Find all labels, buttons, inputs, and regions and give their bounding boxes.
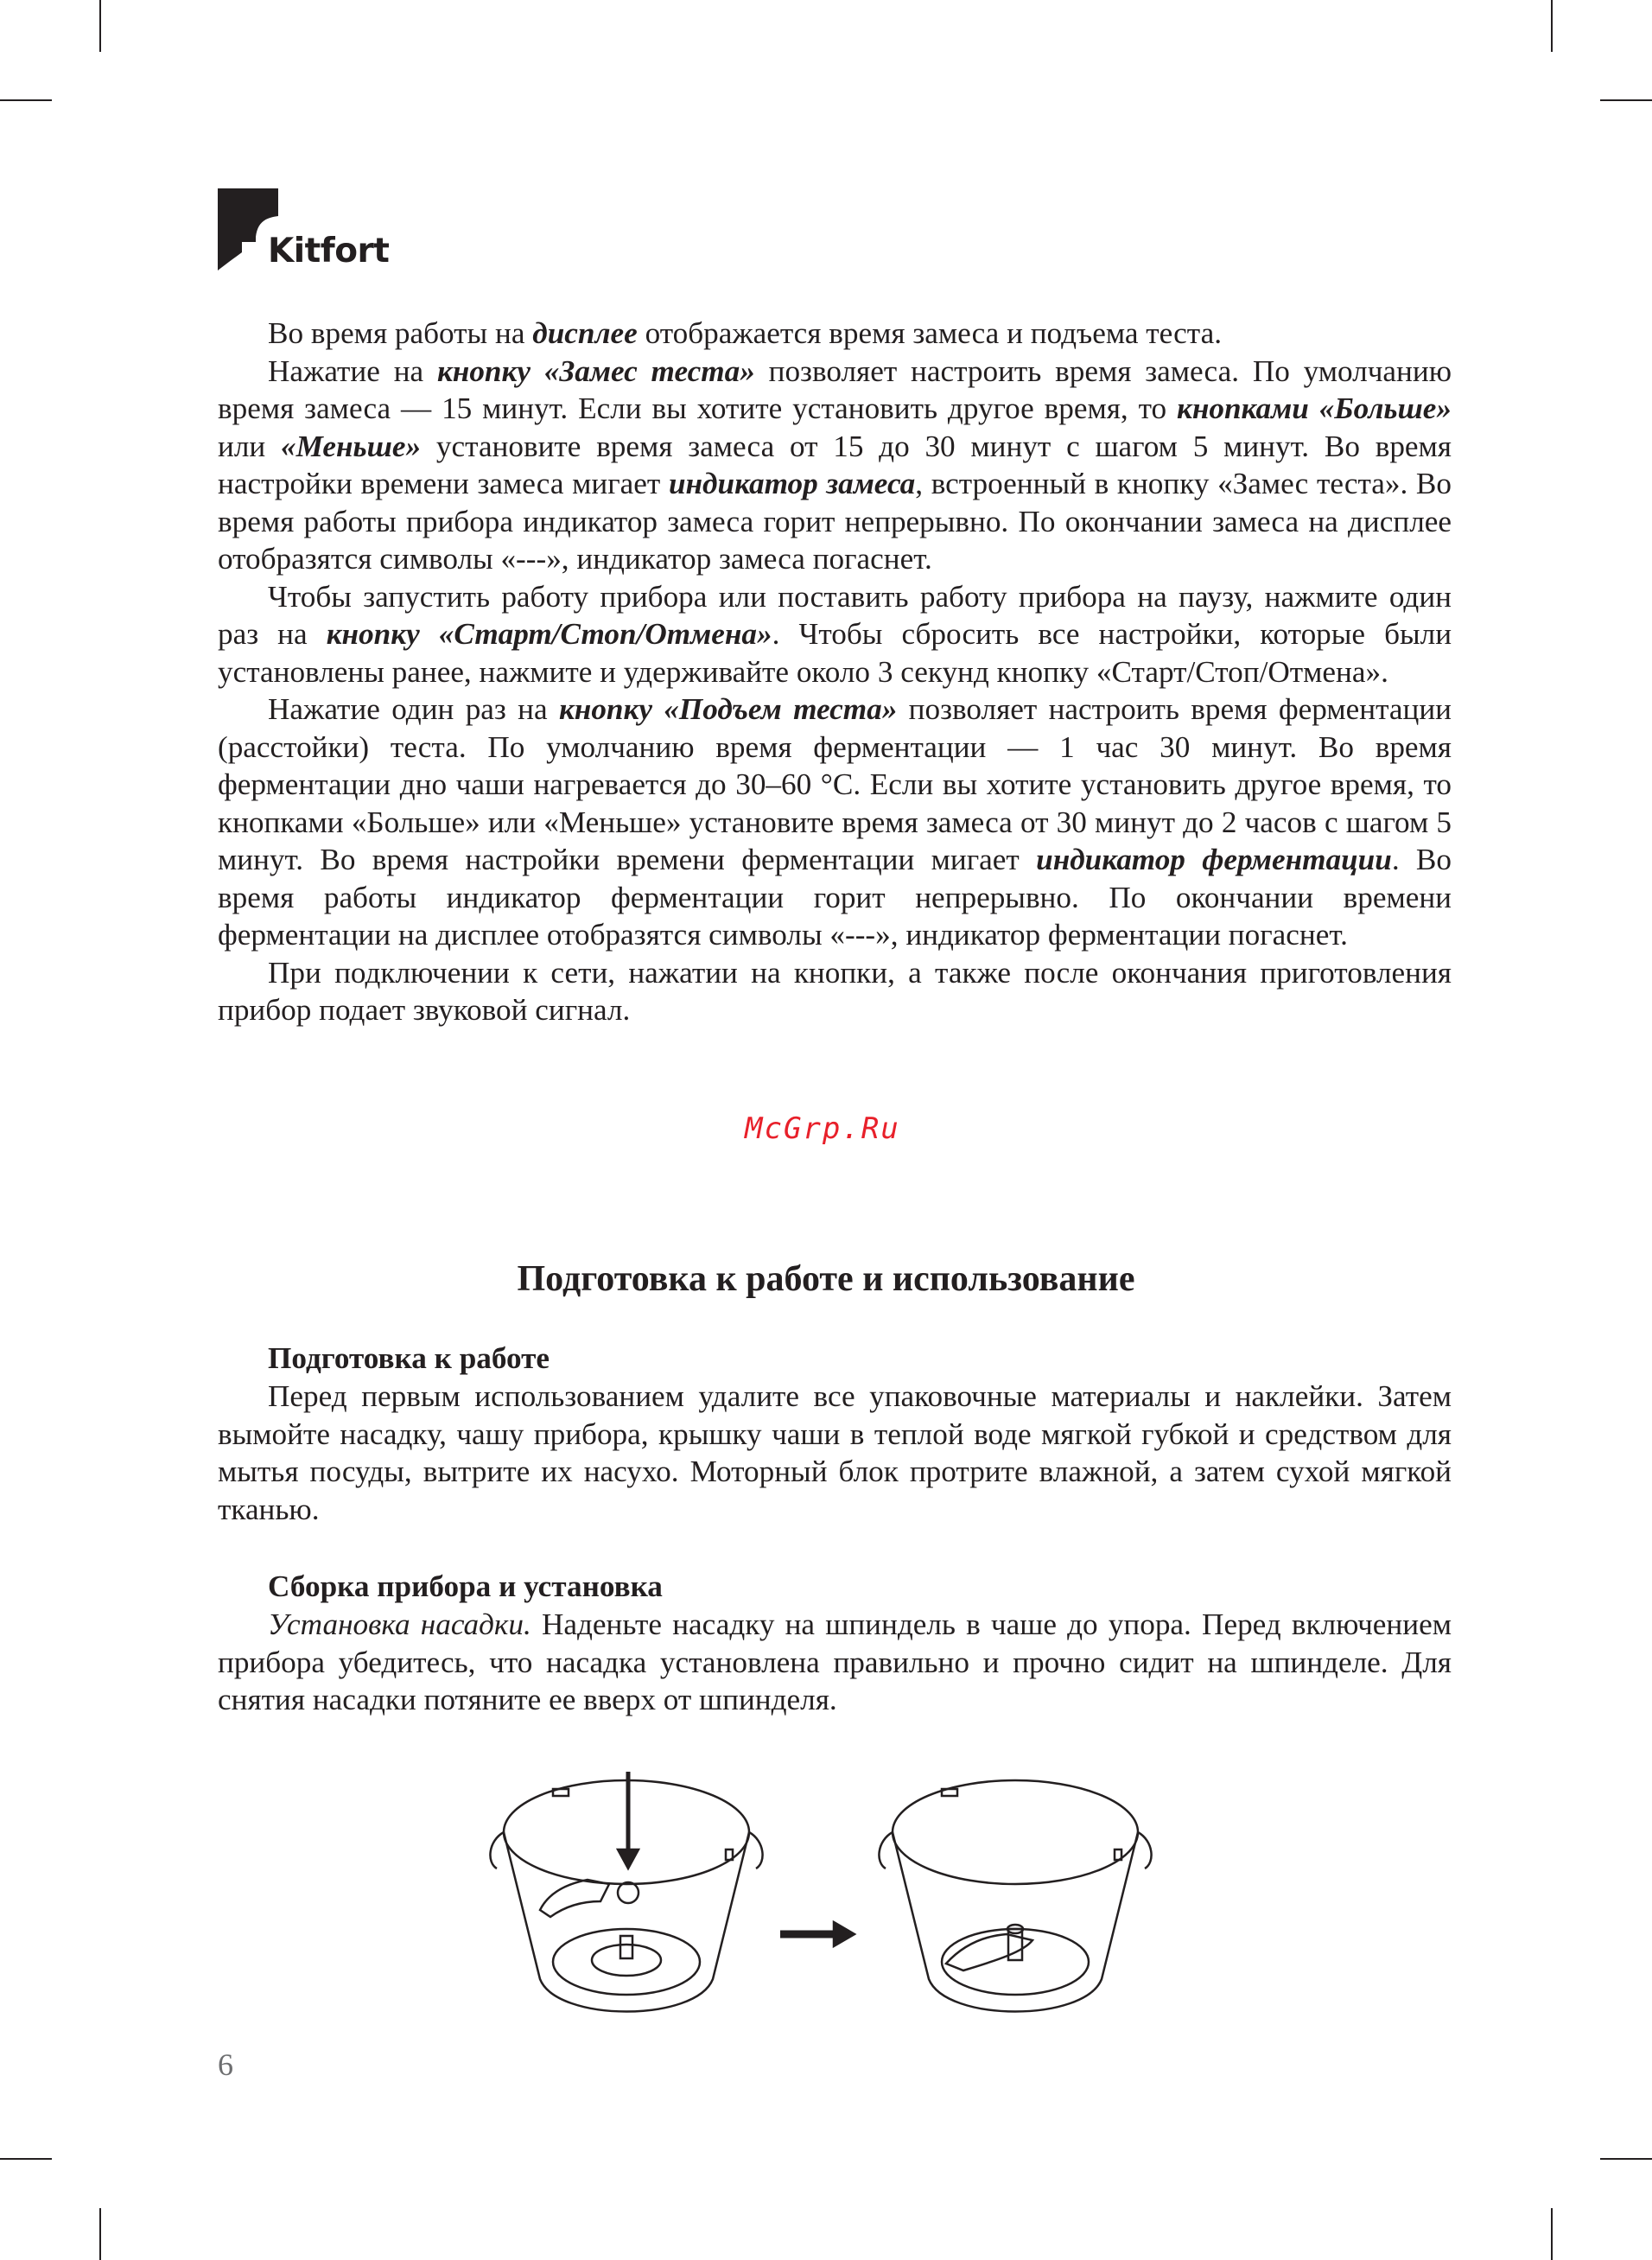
watermark-link[interactable]: McGrp.Ru xyxy=(745,1111,900,1146)
crop-mark xyxy=(0,2158,52,2160)
prep-subtitle: Подготовка к работе xyxy=(268,1341,550,1375)
bowl-before-icon xyxy=(490,1772,762,2012)
text-run: отображается время замеса и подъема теста. xyxy=(637,316,1222,350)
emphasis: кнопку «Замес теста» xyxy=(436,353,755,388)
crop-mark xyxy=(1551,2208,1553,2260)
text-run: или xyxy=(218,429,281,463)
text-run: позволяет настроить время ферментации (расстойки) теста. По умолчанию время ферментации — 1 час 30 минут. Во время ферментации дно чаши нагревается до 30–60 °С. Если вы хотите установить другое время, то кнопками «Больше» или «Меньше» установите время замеса от 30 минут до 2 часов с шагом 5 минут. Во время настройки времени ферментации мигает xyxy=(218,692,1452,876)
emphasis: кнопку «Старт/Стоп/Отмена» xyxy=(326,617,772,651)
paragraph xyxy=(218,353,1452,578)
text-run: Наденьте насадку на шпиндель в чаше до упора. Перед включением прибора убедитесь, что насадка установлена правильно и прочно сидит на шпинделе. Для снятия насадки потяните ее вверх от шпинделя. xyxy=(218,1607,1452,1716)
paragraph: Перед первым использованием удалите все упаковочные материалы и наклейки. Затем вымойте насадку, чашу прибора, крышку чаши в теплой воде мягкой губкой и средством для мытья посуды, вытрите их насухо. Моторный блок протрите влажной, а затем сухой мягкой тканью. xyxy=(218,1379,1452,1526)
crop-mark xyxy=(1600,2158,1652,2160)
paragraph: При подключении к сети, нажатии на кнопки, а также после окончания приготовления прибор подает звуковой сигнал. xyxy=(218,955,1452,1027)
text-run: Во время работы на xyxy=(268,316,533,350)
attachment-install-illustration xyxy=(480,1763,1162,2031)
section-title: Подготовка к работе и использование xyxy=(517,1259,1135,1299)
assembly-text xyxy=(218,1606,1452,1719)
emphasis: кнопку «Подъем теста» xyxy=(558,692,898,726)
text-run: . Чтобы сбросить все настройки, которые были установлены ранее, нажмите и удерживайте около 3 секунд кнопку «Старт/Стоп/Отмена». xyxy=(218,617,1452,689)
crop-mark xyxy=(99,0,101,52)
intro-text xyxy=(218,315,1452,1029)
crop-mark xyxy=(0,99,52,101)
bowl-after-icon xyxy=(879,1780,1151,2012)
emphasis: «Меньше» xyxy=(281,429,422,463)
text-run: Чтобы запустить работу прибора или поставить работу прибора на паузу, нажмите один раз на xyxy=(218,579,1452,651)
emphasis: индикатор ферментации xyxy=(1036,843,1392,876)
text-run: установите время замеса от 15 до 30 минут с шагом 5 минут. Во время настройки времени замеса мигает xyxy=(218,429,1452,500)
crop-mark xyxy=(99,2208,101,2260)
paragraph xyxy=(218,691,1452,954)
text-run: позволяет настроить время замеса. По умолчанию время замеса — 15 минут. Если вы хотите установить другое время, то xyxy=(218,353,1452,425)
text-run: Нажатие один раз на xyxy=(268,692,559,726)
page-number: 6 xyxy=(218,2047,233,2082)
text-run: . Во время работы индикатор ферментации горит непрерывно. По окончании времени ферментации на дисплее отобразятся символы «---», индикатор ферментации погаснет. xyxy=(218,843,1452,952)
emphasis: индикатор замеса xyxy=(668,467,916,500)
crop-mark xyxy=(1600,99,1652,101)
paragraph xyxy=(218,315,1452,353)
crop-mark xyxy=(1551,0,1553,52)
arrow-right-icon xyxy=(780,1922,855,1946)
assembly-subtitle: Сборка прибора и установка xyxy=(268,1569,663,1603)
paragraph xyxy=(218,1606,1452,1719)
emphasis: дисплее xyxy=(532,316,638,350)
text-run: , встроенный в кнопку «Замес теста». Во время работы прибора индикатор замеса горит непрерывно. По окончании замеса на дисплее отобразятся символы «---», индикатор замеса погаснет. xyxy=(218,467,1452,576)
prep-text xyxy=(218,1378,1452,1528)
paragraph xyxy=(218,578,1452,691)
brand-name: Kitfort xyxy=(268,232,390,271)
text-run: Нажатие на xyxy=(268,353,437,388)
italic-lead: Установка насадки. xyxy=(268,1607,531,1641)
emphasis: кнопками «Больше» xyxy=(1177,392,1452,425)
